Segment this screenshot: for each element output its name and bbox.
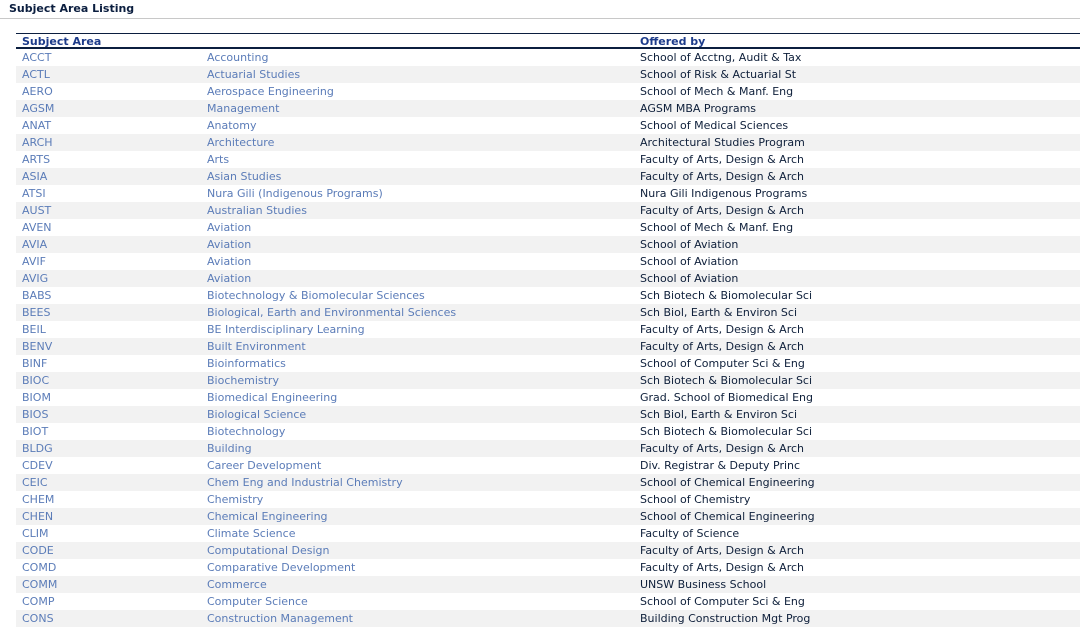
offered-by-text: School of Computer Sci & Eng xyxy=(640,595,805,608)
subject-code-link[interactable]: BIOT xyxy=(22,425,49,438)
subject-code-link[interactable]: AVEN xyxy=(22,221,52,234)
subject-code-link[interactable]: BIOS xyxy=(22,408,49,421)
subject-name-link[interactable]: Nura Gili (Indigenous Programs) xyxy=(207,187,383,200)
table-row xyxy=(16,576,1080,593)
offered-by-text: School of Risk & Actuarial St xyxy=(640,68,797,81)
offered-by-text: Nura Gili Indigenous Programs xyxy=(640,187,808,200)
subject-name-link[interactable]: Aviation xyxy=(207,272,252,285)
subject-name-link[interactable]: Commerce xyxy=(207,578,267,591)
table-row xyxy=(16,117,1080,134)
offered-by-text: Sch Biotech & Biomolecular Sci xyxy=(640,425,813,438)
subject-name-link[interactable]: Bioinformatics xyxy=(207,357,286,370)
table-row xyxy=(16,83,1080,100)
subject-code-link[interactable]: CONS xyxy=(22,612,54,625)
subject-code-link[interactable]: COMP xyxy=(22,595,55,608)
offered-by-text: School of Acctng, Audit & Tax xyxy=(640,51,802,64)
subject-code-link[interactable]: BLDG xyxy=(22,442,53,455)
subject-name-link[interactable]: Biotechnology & Biomolecular Sciences xyxy=(207,289,425,302)
subject-code-link[interactable]: BIOM xyxy=(22,391,51,404)
offered-by-text: Sch Biol, Earth & Environ Sci xyxy=(640,408,798,421)
offered-by-text: UNSW Business School xyxy=(640,578,767,591)
table-row xyxy=(16,321,1080,338)
subject-code-link[interactable]: CHEN xyxy=(22,510,54,523)
subject-name-link[interactable]: Aviation xyxy=(207,221,252,234)
table-row xyxy=(16,542,1080,559)
subject-name-link[interactable]: Biological, Earth and Environmental Sciences xyxy=(207,306,457,319)
table-row xyxy=(16,559,1080,576)
table-row xyxy=(16,372,1080,389)
subject-code-link[interactable]: ASIA xyxy=(22,170,48,183)
table-row xyxy=(16,202,1080,219)
table-row xyxy=(16,66,1080,83)
subject-name-link[interactable]: Career Development xyxy=(207,459,322,472)
table-row xyxy=(16,168,1080,185)
title-bar xyxy=(0,0,1080,19)
table-row xyxy=(16,253,1080,270)
subject-code-link[interactable]: ACTL xyxy=(22,68,50,81)
offered-by-text: School of Computer Sci & Eng xyxy=(640,357,805,370)
offered-by-text: School of Medical Sciences xyxy=(640,119,789,132)
table-header-row xyxy=(16,33,1080,49)
offered-by-text: Architectural Studies Program xyxy=(640,136,805,149)
offered-by-text: School of Chemistry xyxy=(640,493,751,506)
table-row xyxy=(16,593,1080,610)
subject-code-link[interactable]: ACCT xyxy=(22,51,52,64)
subject-code-link[interactable]: BEES xyxy=(22,306,51,319)
subject-code-link[interactable]: BEIL xyxy=(22,323,46,336)
subject-code-link[interactable]: CLIM xyxy=(22,527,49,540)
subject-name-link[interactable]: Aviation xyxy=(207,238,252,251)
subject-code-link[interactable]: CODE xyxy=(22,544,54,557)
subject-name-link[interactable]: Computer Science xyxy=(207,595,308,608)
table-row xyxy=(16,440,1080,457)
subject-code-link[interactable]: AVIF xyxy=(22,255,46,268)
subject-name-link[interactable]: Arts xyxy=(207,153,230,166)
subject-name-link[interactable]: Aerospace Engineering xyxy=(207,85,334,98)
subject-code-link[interactable]: BENV xyxy=(22,340,53,353)
table-row xyxy=(16,406,1080,423)
subject-code-link[interactable]: ARTS xyxy=(22,153,51,166)
subject-name-link[interactable]: Biochemistry xyxy=(207,374,279,387)
offered-by-text: Faculty of Arts, Design & Arch xyxy=(640,323,805,336)
subject-code-link[interactable]: AERO xyxy=(22,85,53,98)
offered-by-text: Faculty of Arts, Design & Arch xyxy=(640,153,805,166)
subject-name-link[interactable]: Comparative Development xyxy=(207,561,356,574)
offered-by-text: School of Chemical Engineering xyxy=(640,510,815,523)
table-row xyxy=(16,423,1080,440)
table-body xyxy=(16,49,1080,627)
subject-code-link[interactable]: BINF xyxy=(22,357,48,370)
subject-name-link[interactable]: Chemical Engineering xyxy=(207,510,328,523)
subject-code-link[interactable]: CEIC xyxy=(22,476,48,489)
subject-name-link[interactable]: Biological Science xyxy=(207,408,307,421)
subject-code-link[interactable]: AGSM xyxy=(22,102,55,115)
table-row xyxy=(16,389,1080,406)
table-row xyxy=(16,151,1080,168)
offered-by-text: School of Chemical Engineering xyxy=(640,476,815,489)
offered-by-text: School of Mech & Manf. Eng xyxy=(640,221,794,234)
subject-name-link[interactable]: Actuarial Studies xyxy=(207,68,301,81)
page-title: Subject Area Listing xyxy=(9,2,135,15)
table-row xyxy=(16,474,1080,491)
offered-by-text: Faculty of Arts, Design & Arch xyxy=(640,544,805,557)
table-row xyxy=(16,185,1080,202)
table-row xyxy=(16,610,1080,627)
column-header-subject-area: Subject Area xyxy=(22,35,102,48)
table-row xyxy=(16,270,1080,287)
subject-code-link[interactable]: AVIA xyxy=(22,238,48,251)
offered-by-text: School of Aviation xyxy=(640,238,739,251)
table-row xyxy=(16,304,1080,321)
subject-area-table xyxy=(16,33,1080,627)
subject-name-link[interactable]: Built Environment xyxy=(207,340,306,353)
table-row xyxy=(16,134,1080,151)
offered-by-text: School of Aviation xyxy=(640,272,739,285)
table-row xyxy=(16,287,1080,304)
offered-by-text: Sch Biotech & Biomolecular Sci xyxy=(640,289,813,302)
offered-by-text: Grad. School of Biomedical Eng xyxy=(640,391,813,404)
offered-by-text: Faculty of Arts, Design & Arch xyxy=(640,561,805,574)
subject-name-link[interactable]: Computational Design xyxy=(207,544,330,557)
subject-name-link[interactable]: Construction Management xyxy=(207,612,353,625)
table-row xyxy=(16,355,1080,372)
subject-name-link[interactable]: Chemistry xyxy=(207,493,264,506)
subject-name-link[interactable]: Australian Studies xyxy=(207,204,307,217)
subject-code-link[interactable]: ATSI xyxy=(22,187,46,200)
table-row xyxy=(16,236,1080,253)
table-row xyxy=(16,338,1080,355)
offered-by-text: Sch Biotech & Biomolecular Sci xyxy=(640,374,813,387)
table-row xyxy=(16,491,1080,508)
subject-code-link[interactable]: ANAT xyxy=(22,119,52,132)
table-row xyxy=(16,457,1080,474)
subject-code-link[interactable]: AUST xyxy=(22,204,52,217)
table-row xyxy=(16,100,1080,117)
subject-code-link[interactable]: BIOC xyxy=(22,374,50,387)
subject-name-link[interactable]: Biomedical Engineering xyxy=(207,391,338,404)
offered-by-text: Faculty of Science xyxy=(640,527,740,540)
table-row xyxy=(16,508,1080,525)
table-row xyxy=(16,525,1080,542)
subject-code-link[interactable]: CDEV xyxy=(22,459,53,472)
offered-by-text: Building Construction Mgt Prog xyxy=(640,612,811,625)
subject-name-link[interactable]: BE Interdisciplinary Learning xyxy=(207,323,365,336)
offered-by-text: Faculty of Arts, Design & Arch xyxy=(640,204,805,217)
subject-code-link[interactable]: CHEM xyxy=(22,493,55,506)
subject-name-link[interactable]: Management xyxy=(207,102,280,115)
subject-code-link[interactable]: COMM xyxy=(22,578,58,591)
subject-name-link[interactable]: Climate Science xyxy=(207,527,296,540)
subject-code-link[interactable]: BABS xyxy=(22,289,52,302)
subject-code-link[interactable]: COMD xyxy=(22,561,57,574)
subject-name-link[interactable]: Aviation xyxy=(207,255,252,268)
offered-by-text: Faculty of Arts, Design & Arch xyxy=(640,340,805,353)
table-row xyxy=(16,219,1080,236)
subject-name-link[interactable]: Accounting xyxy=(207,51,269,64)
column-header-offered-by: Offered by xyxy=(640,35,706,48)
subject-name-link[interactable]: Building xyxy=(207,442,252,455)
offered-by-text: School of Mech & Manf. Eng xyxy=(640,85,794,98)
table-row xyxy=(16,49,1080,66)
offered-by-text: Faculty of Arts, Design & Arch xyxy=(640,442,805,455)
offered-by-text: School of Aviation xyxy=(640,255,739,268)
subject-code-link[interactable]: AVIG xyxy=(22,272,49,285)
offered-by-text: Div. Registrar & Deputy Princ xyxy=(640,459,801,472)
subject-name-link[interactable]: Biotechnology xyxy=(207,425,286,438)
subject-name-link[interactable]: Chem Eng and Industrial Chemistry xyxy=(207,476,403,489)
offered-by-text: AGSM MBA Programs xyxy=(640,102,757,115)
subject-code-link[interactable]: ARCH xyxy=(22,136,53,149)
subject-name-link[interactable]: Anatomy xyxy=(207,119,257,132)
subject-name-link[interactable]: Architecture xyxy=(207,136,275,149)
offered-by-text: Faculty of Arts, Design & Arch xyxy=(640,170,805,183)
offered-by-text: Sch Biol, Earth & Environ Sci xyxy=(640,306,798,319)
subject-name-link[interactable]: Asian Studies xyxy=(207,170,282,183)
